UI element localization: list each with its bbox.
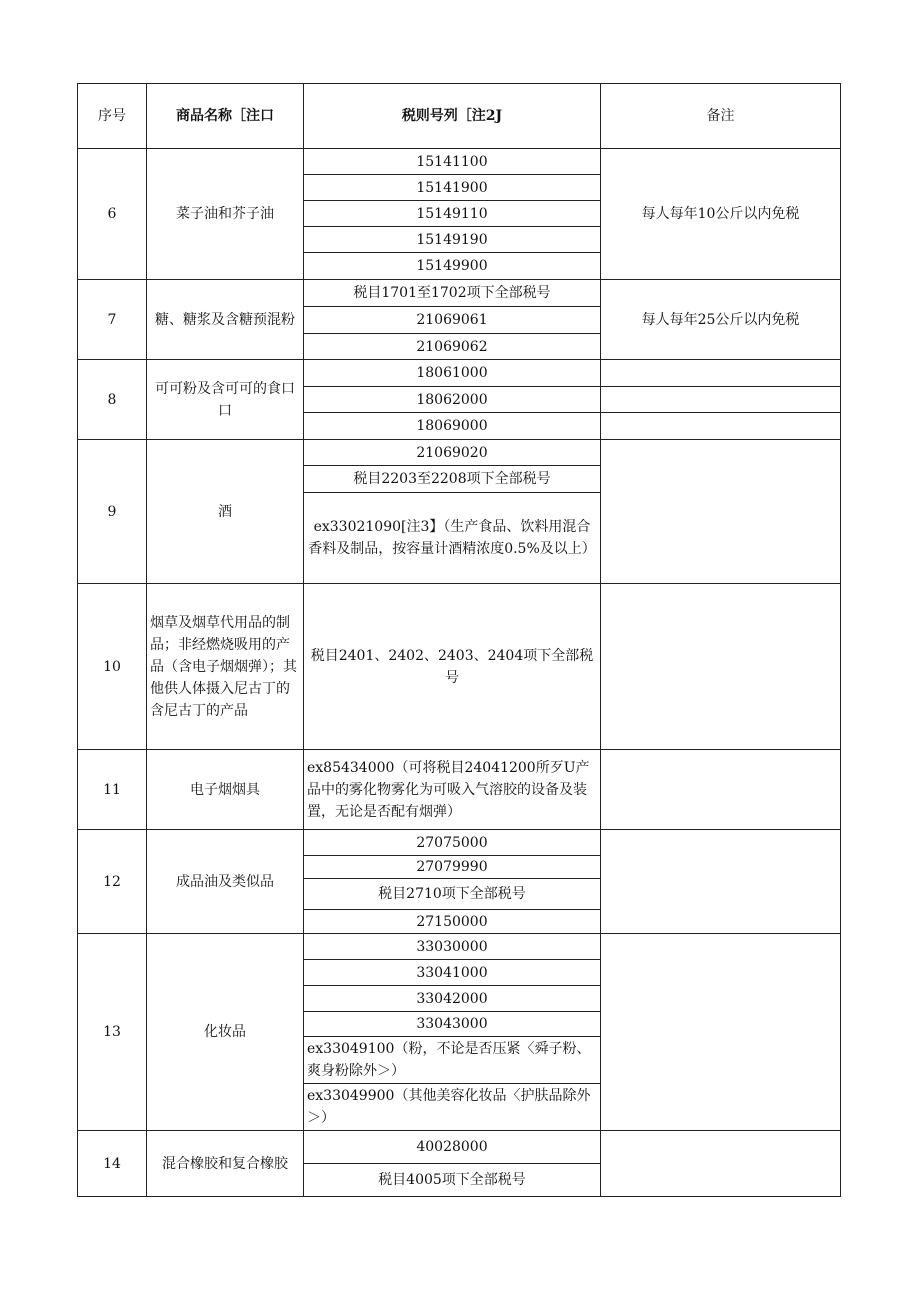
table-row <box>78 360 841 387</box>
tariff-code: 33042000 <box>304 986 601 1012</box>
product-name: 化妆品 <box>147 934 304 1131</box>
header-row <box>78 84 841 149</box>
tariff-code: 15149110 <box>304 201 601 227</box>
remark <box>601 830 841 934</box>
remark: 每人每年10公斤以内免税 <box>601 149 841 280</box>
tariff-code: 税目2203至2208项下全部税号 <box>304 466 601 493</box>
tariff-code: ex33021090[注3】（生产食品、饮料用混合香料及制品，按容量计酒精浓度0.5%及以上） <box>304 493 601 584</box>
tariff-code: 27079990 <box>304 856 601 879</box>
product-name: 糖、糖浆及含糖预混粉 <box>147 280 304 360</box>
product-name: 烟草及烟草代用品的制品；非经燃烧吸用的产品（含电子烟烟弹）；其他供人体摄入尼古丁的含尼古丁的产品 <box>147 584 304 750</box>
remark <box>601 750 841 830</box>
tariff-code: 15141100 <box>304 149 601 175</box>
table-row <box>78 1131 841 1164</box>
row-no: 13 <box>78 934 147 1131</box>
table-row <box>78 830 841 856</box>
remark <box>601 934 841 1131</box>
remark <box>601 1131 841 1197</box>
remark <box>601 584 841 750</box>
tariff-code: 21069062 <box>304 334 601 360</box>
row-no: 10 <box>78 584 147 750</box>
table-row <box>78 280 841 307</box>
row-no: 8 <box>78 360 147 440</box>
row-no: 7 <box>78 280 147 360</box>
tariff-code: 税目1701至1702项下全部税号 <box>304 280 601 307</box>
remark <box>601 387 841 413</box>
header-remark: 备注 <box>601 84 841 149</box>
tariff-code: ex33049900（其他美容化妆品〈护肤品除外＞） <box>304 1084 601 1131</box>
product-name: 可可粉及含可可的食口口 <box>147 360 304 440</box>
tariff-code: ex85434000（可将税目24041200所歹U产品中的雾化物雾化为可吸入气溶胶的设备及装置，无论是否配有烟弹） <box>304 750 601 830</box>
table-row <box>78 750 841 830</box>
tariff-code: 33030000 <box>304 934 601 960</box>
product-name: 成品油及类似品 <box>147 830 304 934</box>
row-no: 6 <box>78 149 147 280</box>
product-name: 酒 <box>147 440 304 584</box>
header-code: 税则号列［注2J <box>304 84 601 149</box>
header-no: 序号 <box>78 84 147 149</box>
row-no: 14 <box>78 1131 147 1197</box>
tariff-code: 33043000 <box>304 1012 601 1037</box>
row-no: 11 <box>78 750 147 830</box>
product-name: 电子烟烟具 <box>147 750 304 830</box>
remark <box>601 360 841 387</box>
table-row <box>78 584 841 750</box>
remark <box>601 413 841 440</box>
tariff-code: 15149900 <box>304 253 601 280</box>
row-no: 12 <box>78 830 147 934</box>
product-name: 菜子油和芥子油 <box>147 149 304 280</box>
row-no: 9 <box>78 440 147 584</box>
remark <box>601 440 841 584</box>
tariff-code: 15149190 <box>304 227 601 253</box>
tariff-code: 税目2710项下全部税号 <box>304 879 601 910</box>
table-row <box>78 149 841 175</box>
tariff-code: 18062000 <box>304 387 601 413</box>
remark: 每人每年25公斤以内免税 <box>601 280 841 360</box>
tariff-table <box>77 83 841 1197</box>
tariff-code: 21069061 <box>304 307 601 334</box>
tariff-code: 18069000 <box>304 413 601 440</box>
tariff-code: 40028000 <box>304 1131 601 1164</box>
tariff-code: 税目2401、2402、2403、2404项下全部税号 <box>304 584 601 750</box>
tariff-code: 27075000 <box>304 830 601 856</box>
table-row <box>78 440 841 466</box>
tariff-code: 27150000 <box>304 910 601 934</box>
tariff-code: 33041000 <box>304 960 601 986</box>
tariff-code: 15141900 <box>304 175 601 201</box>
header-name: 商品名称［注口 <box>147 84 304 149</box>
product-name: 混合橡胶和复合橡胶 <box>147 1131 304 1197</box>
tariff-code: 18061000 <box>304 360 601 387</box>
tariff-code: ex33049100（粉，不论是否压紧〈舜子粉、爽身粉除外＞） <box>304 1037 601 1084</box>
tariff-code: 税目4005项下全部税号 <box>304 1164 601 1197</box>
tariff-code: 21069020 <box>304 440 601 466</box>
table-row <box>78 934 841 960</box>
